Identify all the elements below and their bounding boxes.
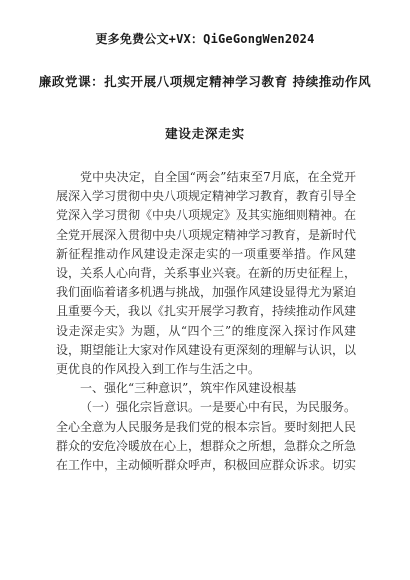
document-title-line-1: 廉政党课：扎实开展八项规定精神学习教育 持续推动作风 — [38, 74, 372, 89]
body-paragraph-1: 党中央决定，自全国“两会”结束至7月底，在全党开展深入学习贯彻中央八项规定精神学习教育，教育引导全党深入学习贯彻《中央八项规定》及其实施细则精神。在全党开展深入贯彻中央八项规定精神学习教育，是新时代新征程推动作风建设走深走实的一项重要举措。作风建设，关系人心向背，关系事业兴衰。在新的历史征程上，我们面临着诸多机遇与挑战，加强作风建设显得尤为紧迫且重要今天，我以《扎实开展学习教育，持续推动作风建设走深走实》为题，从“四个三”的维度深入探讨作风建设，期望能让大家对作风建设有更深刻的理解与认识，以更优良的作风投入到工作与生活之中。 — [56, 170, 357, 377]
section-heading-1: 一、强化“三种意识”，筑牢作风建设根基 — [80, 381, 297, 396]
document-title-line-2: 建设走深走实 — [165, 126, 245, 141]
body-paragraph-2: （一）强化宗旨意识。一是要心中有民，为民服务。全心全意为人民服务是我们党的根本宗旨。要时刻把人民群众的安危冷暖放在心上，想群众之所想，急群众之所急在工作中，主动倾听群众呼声，积极回应群众诉求。切实 — [56, 400, 357, 473]
document-body — [56, 168, 356, 475]
promo-header: 更多免费公文+VX：QiGeGongWen2024 — [95, 32, 315, 46]
